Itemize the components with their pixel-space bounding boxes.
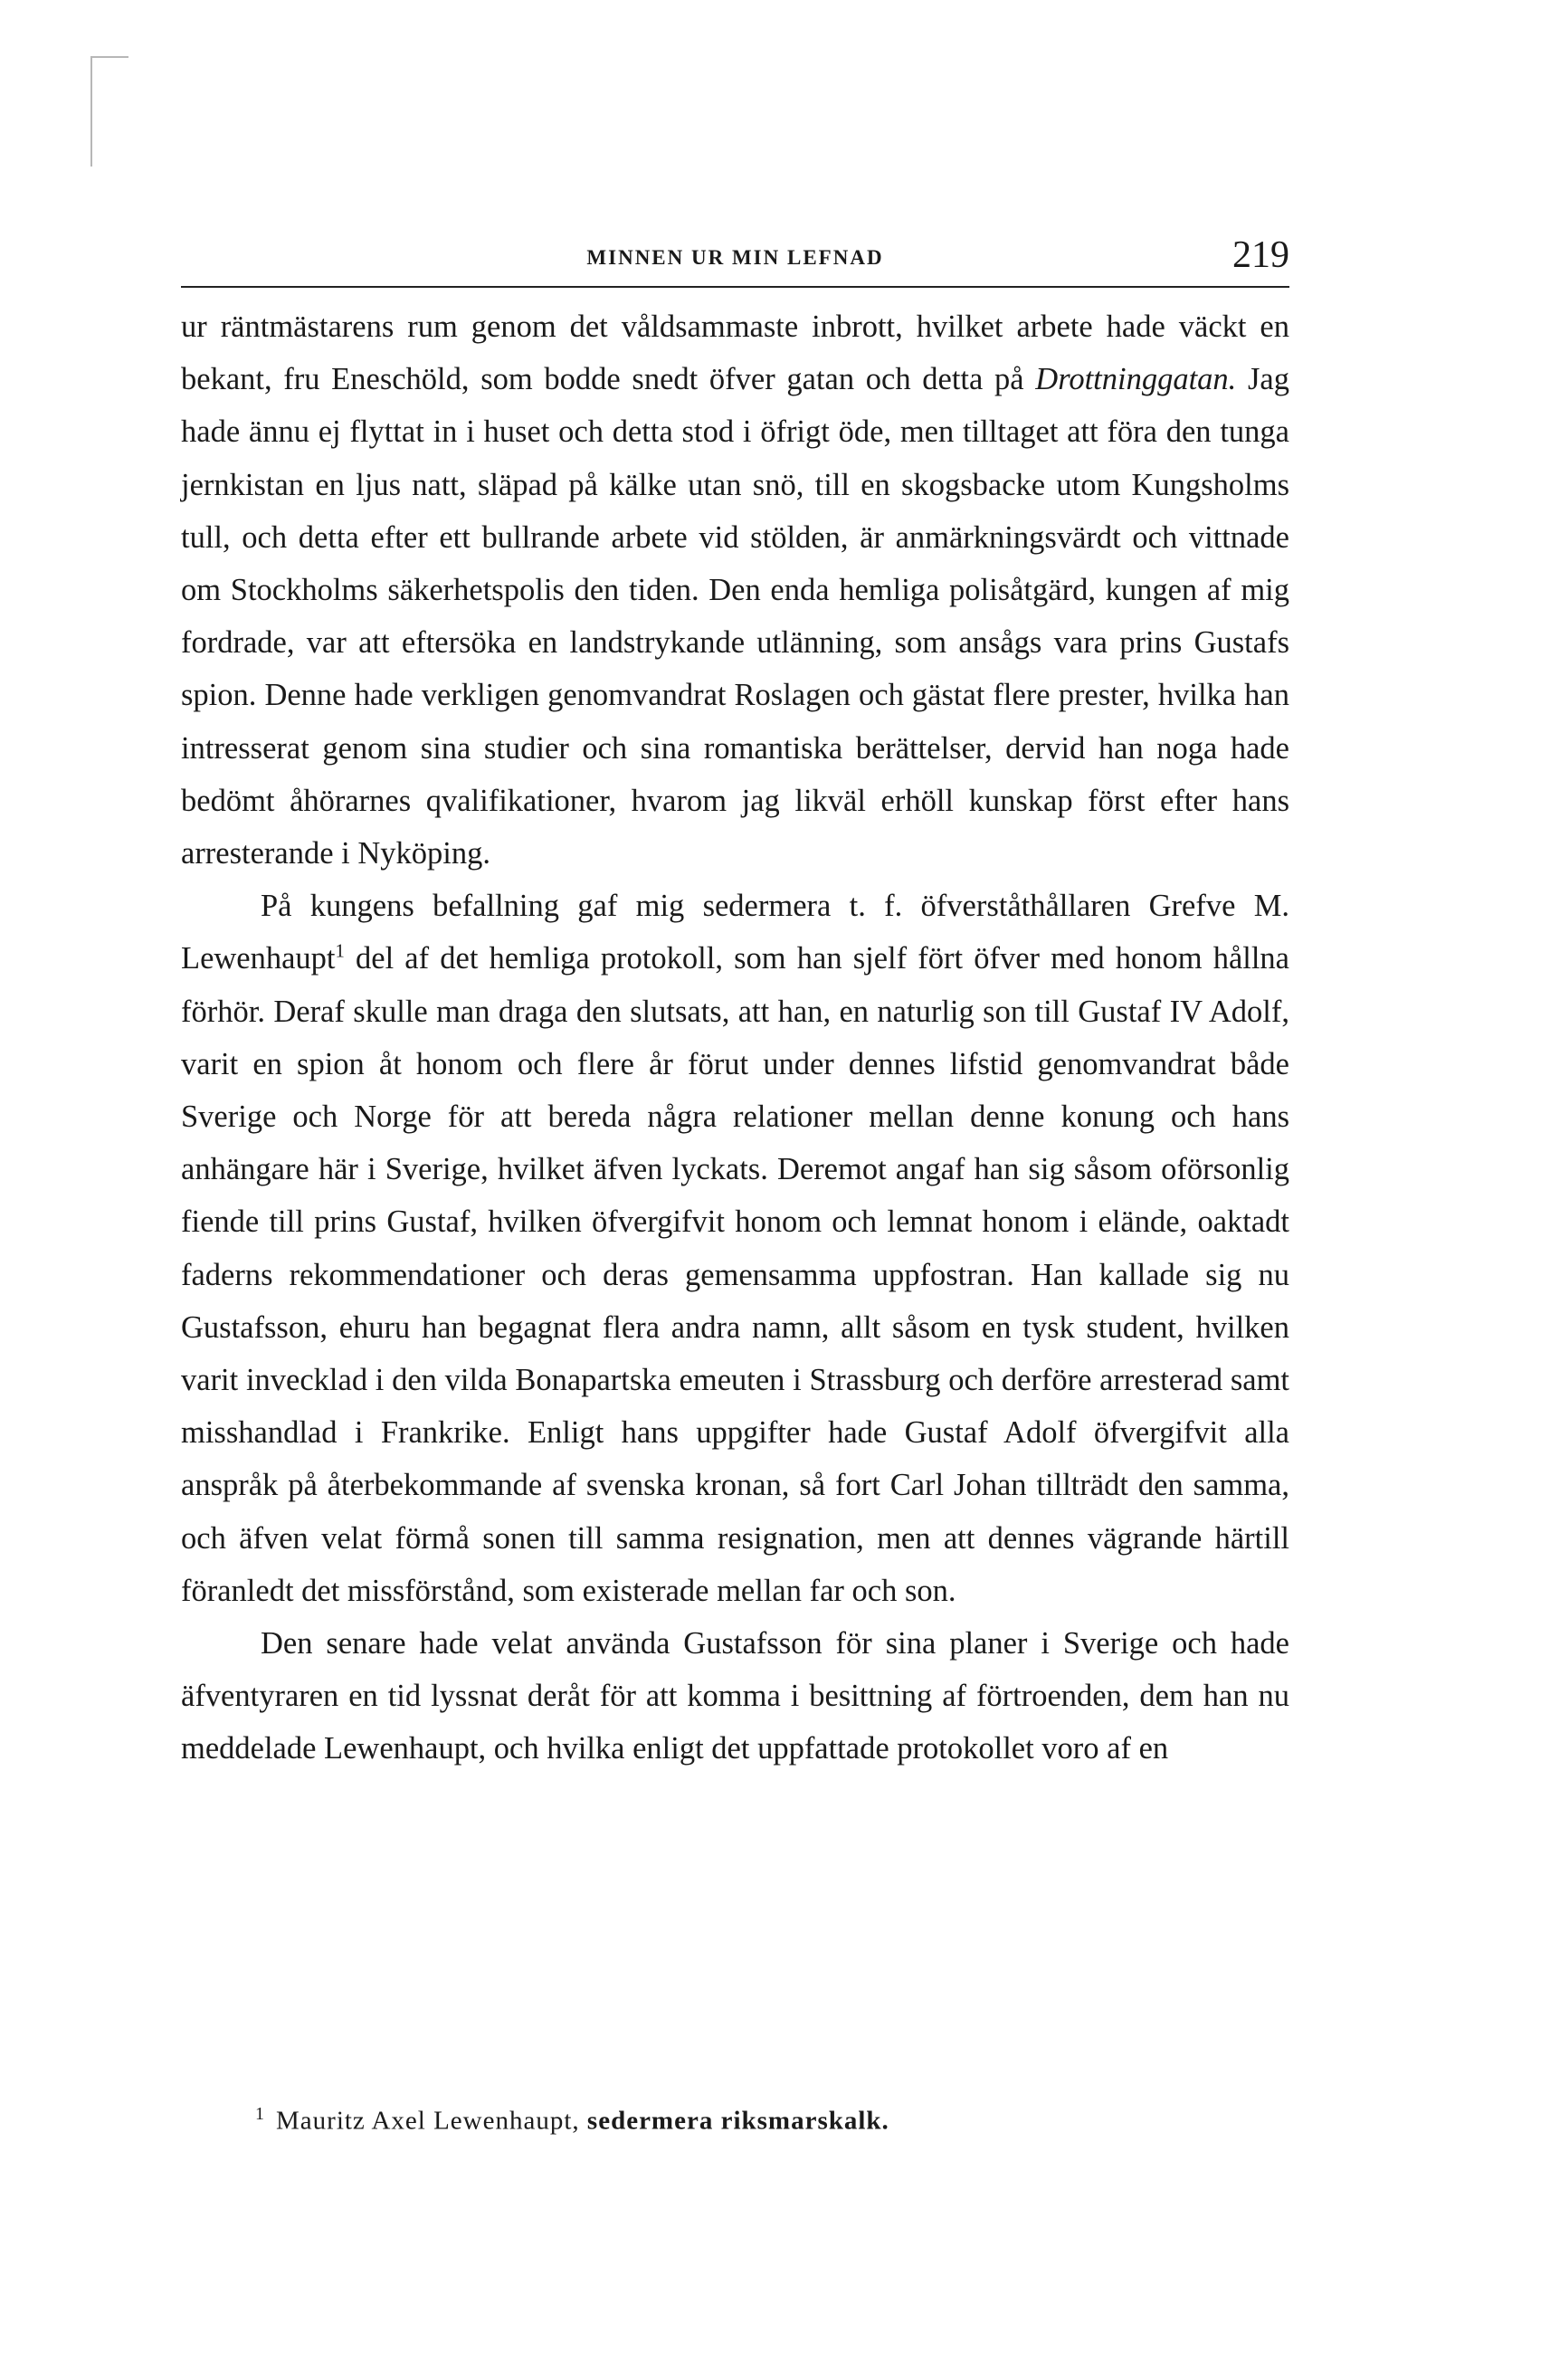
paragraph-1-rest: Jag hade ännu ej flyttat in i huset och detta stod i öfrigt öde, men tilltaget att föra den tunga jernkistan en ljus natt, släpad på kälke utan snö, till en skogsbacke utom Kungsholms tull, och detta efter ett bullrande arbete vid stölden, är anmärkningsvärdt och vittnade om Stockholms säkerhetspolis den tiden. Den enda hemliga polisåtgärd, kungen af mig fordrade, var att eftersöka en landstrykande utlänning, som ansågs vara prins Gustafs spion. Denne hade verkligen genomvandrat Roslagen och gästat flere prester, hvilka han intresserat genom sina studier och sina romantiska berättelser, dervid han noga hade bedömt åhörarnes qvalifikationer, hvarom jag likväl erhöll kunskap först efter hans arresterande i Nyköping. <box>181 362 1289 871</box>
street-name-italic: Drottninggatan. <box>1035 362 1237 397</box>
paragraph-1 <box>181 300 1289 880</box>
footnote-text: Mauritz Axel Lewenhaupt, <box>276 2106 587 2136</box>
paragraph-2-rest: del af det hemliga protokoll, som han sjelf fört öfver med honom hållna förhör. Deraf skulle man draga den slutsats, att han, en naturlig son till Gustaf IV Adolf, varit en spion åt honom och flere år förut under dennes lifstid genomvandrat både Sverige och Norge för att bereda några relationer mellan denne konung och hans anhängare här i Sverige, hvilket äfven lyckats. Deremot angaf han sig såsom oförsonlig fiende till prins Gustaf, hvilken öfvergifvit honom och lemnat honom i elände, oaktadt faderns rekommendationer och deras gemensamma uppfostran. Han kallade sig nu Gustafsson, ehuru han begagnat flera andra namn, allt såsom en tysk student, hvilken varit invecklad i den vilda Bonapartska emeuten i Strassburg och derföre arresterad samt misshandlad i Frankrike. Enligt hans uppgifter hade Gustaf Adolf öfvergifvit alla anspråk på återbekommande af svenska kronan, så fort Carl Johan tillträdt den samma, och äfven velat förmå sonen till samma resignation, men att dennes vägrande härtill föranledt det missförstånd, som existerade mellan far och son. <box>181 941 1289 1608</box>
scan-corner-mark <box>90 56 128 167</box>
footnote <box>255 2104 1250 2137</box>
header-rule <box>181 286 1289 288</box>
paragraph-2 <box>181 880 1289 1617</box>
footnote-marker: 1 <box>255 2104 265 2124</box>
page-header <box>181 233 1289 279</box>
paragraph-1-start: ur räntmästarens rum genom det våldsammaste inbrott, hvilket arbete hade väckt en bekant, fru Eneschöld, som bodde snedt öfver gatan och detta på <box>181 309 1289 397</box>
footnote-text-tail: sedermera riksmarskalk. <box>586 2106 889 2136</box>
paragraph-3: Den senare hade velat använda Gustafsson för sina planer i Sverige och hade äfventyraren en tid lyssnat deråt för att komma i besittning af förtroenden, dem han nu meddelade Lewenhaupt, och hvilka enligt det uppfattade protokollet voro af en <box>181 1626 1289 1766</box>
page-number: 219 <box>1232 234 1289 276</box>
paragraph-2-start: På kungens befallning gaf mig sedermera t. f. öfverståthållaren Grefve M. Lewenhaupt <box>181 889 1289 976</box>
footnote-reference: 1 <box>335 941 345 962</box>
body-text <box>181 300 1289 1775</box>
running-title: MINNEN UR MIN LEFNAD <box>586 246 884 269</box>
